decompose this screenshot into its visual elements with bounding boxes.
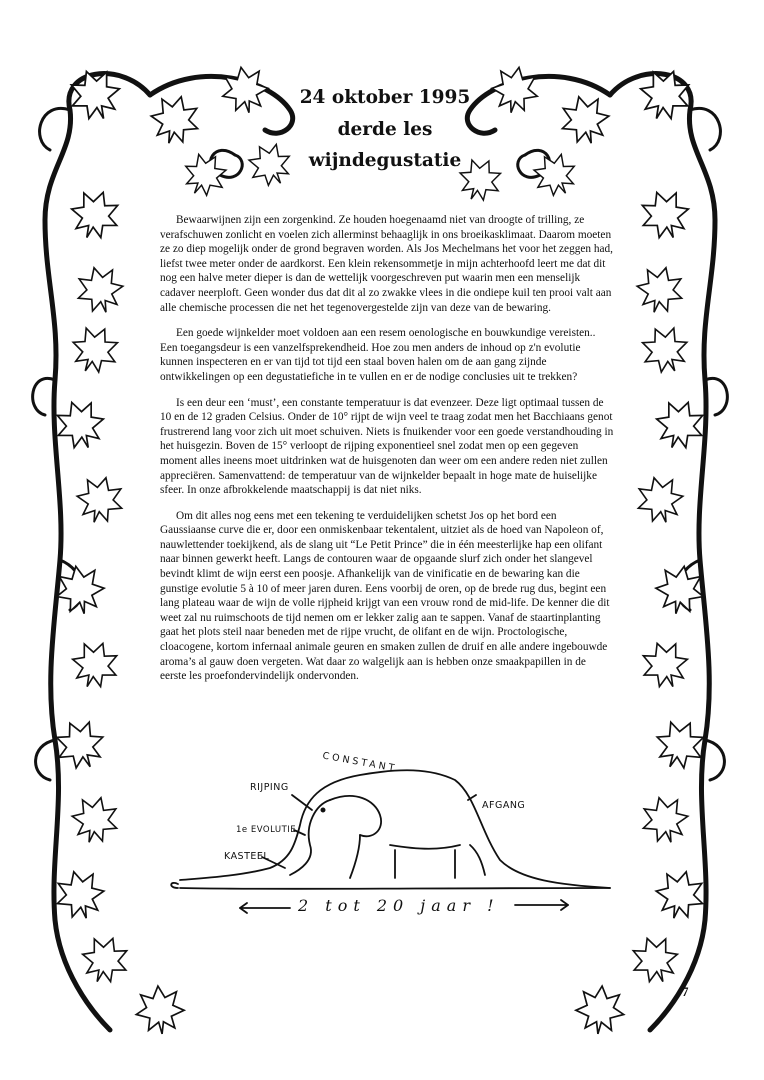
label-afgang: AFGANG [482, 800, 526, 811]
page-number: 7 [682, 984, 689, 999]
label-constant: CONSTANT [321, 750, 399, 775]
lecture-topic: wijndegustatie [308, 150, 462, 171]
label-evolutie: 1e EVOLUTIE [236, 825, 297, 835]
paragraph-1: Bewaarwijnen zijn een zorgenkind. Ze houden hoegenaamd niet van droogte of trilling, ze verafschuwen zonlicht en voelen zich allerminst behaaglijk in ons broeikasklimaat. Daarom moeten ze zo diep mogelijk onder de grond begraven worden. Als Jos Mechelmans het voor het zeggen had, liefst twee meter onder de aardkorst. Een klein rekensommetje in mijn achterhoofd leert me dat dit nog een halve meter dieper is dan de wettelijk voorgeschreven put waarin men een menselijk cadaver neerploft. Geen wonder dus dat dit al zo zwakke vlees in die ondiepe kuil ten prooi valt aan alle chemische processen die net het tegenovergestelde zijn van deze van de bewaring. [160, 214, 613, 314]
lecture-number: derde les [337, 119, 433, 140]
label-rijping: RIJPING [250, 782, 289, 793]
paragraph-2: Een goede wijnkelder moet voldoen aan een resem oenologische en bouwkundige vereisten.. Een toegangsdeur is een vanzelfsprekendheid. Hoe zou men anders de inhoud op z'n evolutie kunnen inspecteren en er van tijd tot tijd een staal boven halen om de aan gang zijnde ontwikkelingen op een degustatiefiche in te vullen en er de nodige conclusies uit te trekken? [160, 327, 596, 383]
lecture-date: 24 oktober 1995 [299, 87, 471, 108]
label-kasteel: KASTEEL [224, 851, 270, 862]
paragraph-3: Is een deur een ‘must’, een constante temperatuur is dat evenzeer. Deze ligt optimaal tussen de 10 en de 12 graden Celsius. Onder de 10° rijpt de wijn veel te traag zodat men het Bacchiaans genot frustrerend lang voor zich uit moet schuiven. Niets is fnuikender voor een goede verstandhouding in het huisgezin. Boven de 15° verloopt de rijping exponentieel snel zodat men op een gegeven moment alles ineens moet uitdrinken wat de huisgenoten dan weer om een andere reden niet zullen appreciëren. Samenvattend: de temperatuur van de wijnkelder bepaalt in hoge mate de huiselijke sfeer. In onze afbrokkelende maatschappij is dat niet niks. [160, 396, 614, 497]
paragraph-4: Om dit alles nog eens met een tekening te verduidelijken schetst Jos op het bord een Gaussiaanse curve die er, door een onmiskenbaar tekentalent, uitziet als de hoed van Napoleon of, nauwlettender toekijkend, als de slang uit “Le Petit Prince” die in één meesterlijke hap een olifant naar binnen gewerkt heeft. Langs de contouren waar de opgaande slurf zich onder het slangevel bevindt klimt de wijn eerst een poosje. Afhankelijk van de vinificatie en de bewaring kan die gunstige evolutie 5 à 10 of meer jaren duren. Eens voorbij de oren, op de brede rug dus, begint een lang plateau waar de wijn de volle rijpheid krijgt van een vrouw rond de mid-life. De kenner die dit weet zal nu ruimschoots de tijd nemen om er lekker zalig aan te sappen. Vanaf de staartinplanting gaat het plots steil naar beneden met de rijpe vrucht, de olifant en de wijn. Proctologische, cloacogene, kortom infernaal animale geuren en smaken zullen de druif en alle andere ingebouwde aroma’s al gauw doen vergeten. Wat daar zo walgelijk aan is hebben onze smaakpapillen in de eerste les proefondervindelijk ondervonden. [160, 509, 610, 683]
drawing-caption: 2 tot 20 jaar ! [298, 896, 500, 915]
